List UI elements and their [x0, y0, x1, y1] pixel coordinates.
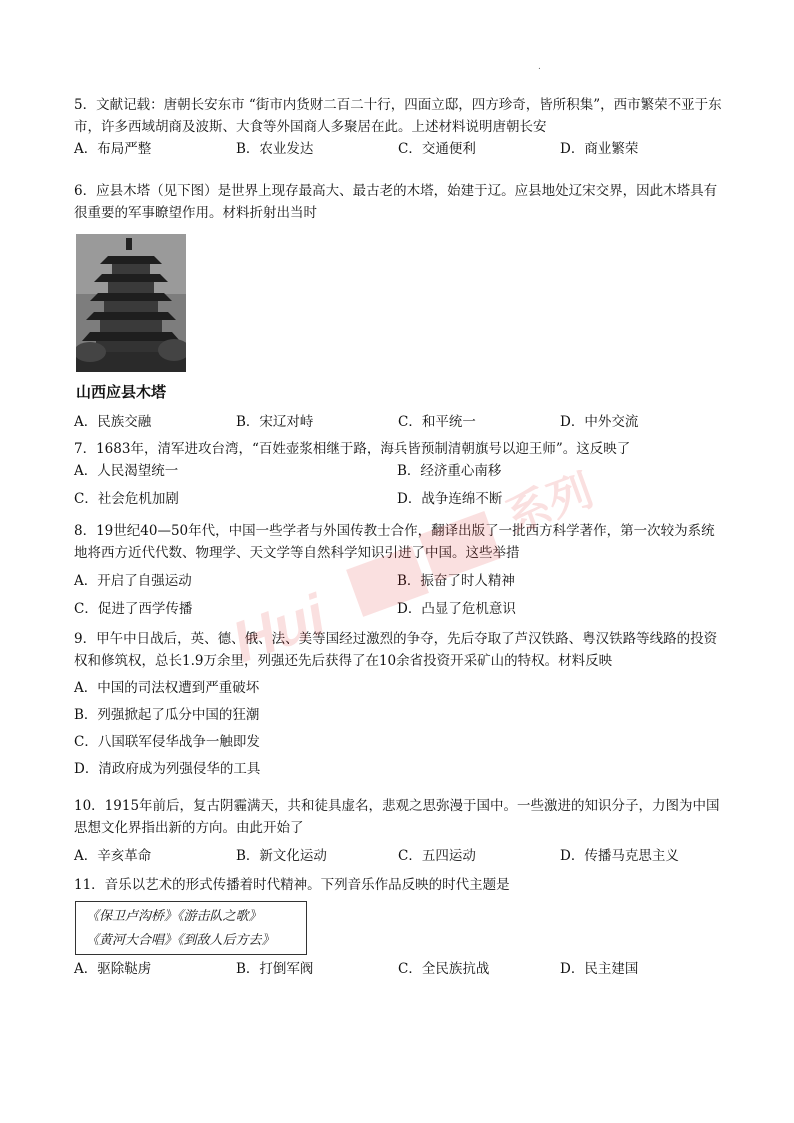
option-c: C．八国联军侵华战争一触即发 [74, 734, 260, 750]
page-mark: . [538, 62, 541, 72]
question-7 [74, 438, 724, 510]
options-row [74, 845, 724, 867]
song-list-line: 《黄河大合唱》《到敌人后方去》 [86, 933, 275, 948]
option-b: B．宋辽对峙 [236, 414, 314, 430]
question-6-options [74, 411, 724, 433]
option-b: B．列强掀起了瓜分中国的狂潮 [74, 707, 260, 723]
question-6 [74, 180, 724, 224]
song-list-line: 《保卫卢沟桥》《游击队之歌》 [86, 909, 262, 924]
option-c: C．五四运动 [398, 848, 476, 864]
option-a: A．辛亥革命 [74, 848, 152, 864]
question-stem: 9．甲午中日战后，英、德、俄、法、美等国经过激烈的争夺，先后夺取了芦汉铁路、粤汉铁路等线路的投资权和修筑权，总长1.9万余里，列强还先后获得了在10余省投资开采矿山的特权。材料反映 [74, 631, 718, 669]
option-a: A．驱除鞑虏 [74, 961, 152, 977]
option-b: B．打倒军阀 [236, 961, 314, 977]
question-stem: 11．音乐以艺术的形式传播着时代精神。下列音乐作品反映的时代主题是 [74, 877, 510, 893]
question-10 [74, 795, 724, 867]
image-caption: 山西应县木塔 [76, 383, 167, 401]
options-row [74, 138, 724, 160]
question-stem: 6．应县木塔（见下图）是世界上现存最高大、最古老的木塔，始建于辽。应县地处辽宋交界，因此木塔具有很重要的军事瞭望作用。材料折射出当时 [74, 183, 718, 221]
options-row [74, 598, 724, 620]
option-a: A．开启了自强运动 [74, 573, 192, 589]
option-d: D．民主建国 [560, 961, 639, 977]
svg-text:Hui: Hui [223, 582, 334, 670]
option-b: B．经济重心南移 [397, 463, 502, 479]
option-b: B．振奋了时人精神 [397, 573, 515, 589]
option-d: D．清政府成为列强侵华的工具 [74, 761, 261, 777]
question-stem: 5．文献记载：唐朝长安东市 “街市内货财二百二十行，四面立邸，四方珍奇，皆所积集”，西市繁荣不亚于东市，许多西域胡商及波斯、大食等外国商人多聚居在此。上述材料说明唐朝长安 [74, 97, 722, 135]
question-5 [74, 94, 724, 160]
option-d: D．商业繁荣 [560, 141, 639, 157]
song-list-box [75, 901, 307, 955]
question-11-options [74, 958, 724, 980]
option-c: C．社会危机加剧 [74, 491, 179, 507]
options-row [74, 411, 724, 433]
option-c: C．交通便利 [398, 141, 476, 157]
option-a: A．布局严整 [74, 141, 152, 157]
option-c: C．全民族抗战 [398, 961, 490, 977]
option-a: A．中国的司法权遭到严重破坏 [74, 680, 260, 696]
question-stem: 10．1915年前后，复古阴霾满天，共和徒具虚名，悲观之思弥漫于国中。一些激进的知识分子，力图为中国思想文化界指出新的方向。由此开始了 [74, 798, 720, 836]
pagoda-photo [76, 234, 186, 372]
watermark-text: 系列 [499, 470, 600, 543]
option-d: D．传播马克思主义 [560, 848, 679, 864]
option-d: D．中外交流 [560, 414, 639, 430]
question-8 [74, 520, 724, 620]
option-c: C．促进了西学传播 [74, 601, 193, 617]
question-11 [74, 874, 724, 896]
options-row [74, 460, 724, 482]
option-a: A．人民渴望统一 [74, 463, 179, 479]
option-b: B．农业发达 [236, 141, 314, 157]
options-row [74, 488, 724, 510]
option-a: A．民族交融 [74, 414, 152, 430]
question-stem: 8．19世纪40—50年代，中国一些学者与外国传教士合作，翻译出版了一批西方科学著作，第一次较为系统地将西方近代代数、物理学、天文学等自然科学知识引进了中国。这些举措 [74, 523, 715, 561]
option-d: D．凸显了危机意识 [397, 601, 516, 617]
question-9 [74, 628, 724, 780]
options-row [74, 570, 724, 592]
option-d: D．战争连绵不断 [397, 491, 503, 507]
option-b: B．新文化运动 [236, 848, 327, 864]
question-stem: 7．1683年，清军进攻台湾，“百姓壶浆相继于路，海兵皆预制清朝旗号以迎王师”。这反映了 [74, 441, 631, 457]
options-row [74, 958, 724, 980]
option-c: C．和平统一 [398, 414, 476, 430]
